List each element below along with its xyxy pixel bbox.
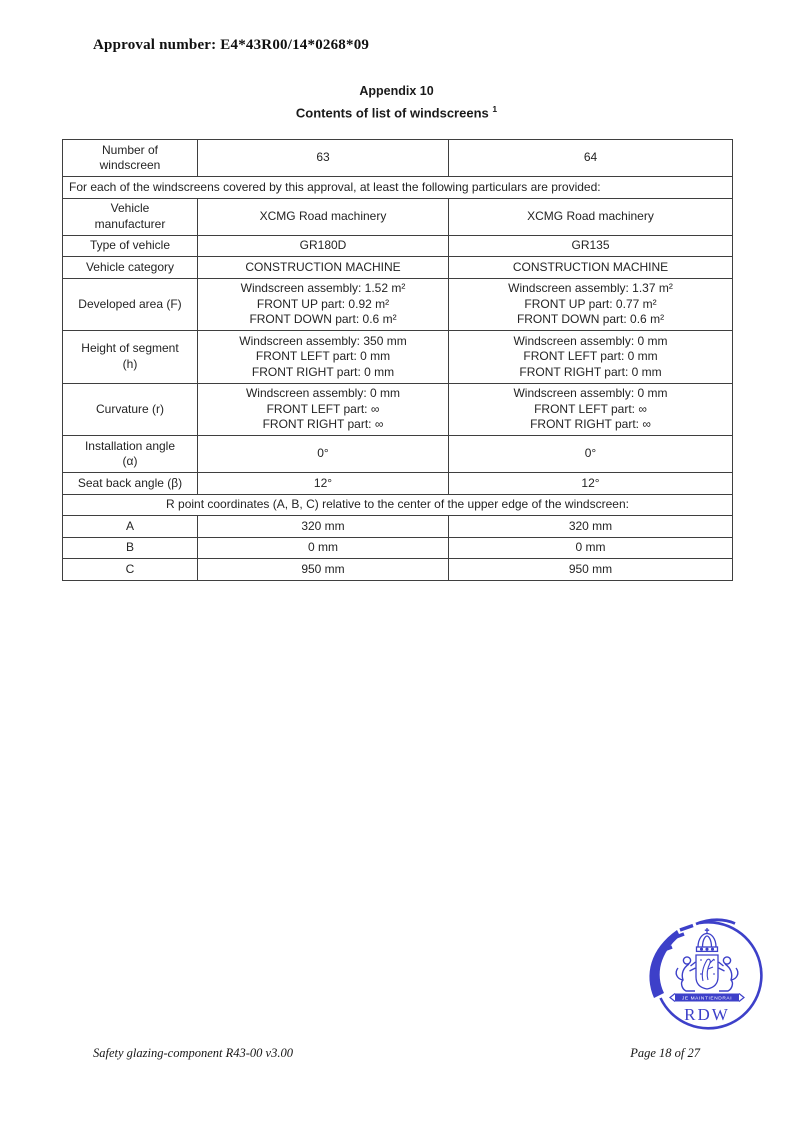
row-label: Type of vehicle (63, 235, 198, 257)
row-label: A (63, 516, 198, 538)
subtitle-footnote-ref: 1 (492, 104, 498, 114)
table-span-cell: For each of the windscreens covered by this approval, at least the following particulars are provided: (63, 177, 733, 199)
table-row (63, 177, 733, 199)
table-row (63, 198, 733, 235)
cell-windscreen-63: 0 mm (198, 537, 449, 559)
row-label: Vehicle manufacturer (63, 198, 198, 235)
approval-number: Approval number: E4*43R00/14*0268*09 (93, 37, 370, 53)
row-label: Number of windscreen (63, 140, 198, 177)
table-row (63, 494, 733, 516)
cell-windscreen-63: 63 (198, 140, 449, 177)
row-label: B (63, 537, 198, 559)
cell-windscreen-64: 64 (449, 140, 733, 177)
table-row (63, 383, 733, 436)
table-row (63, 235, 733, 257)
cell-windscreen-64: Windscreen assembly: 1.37 m² FRONT UP part: 0.77 m² FRONT DOWN part: 0.6 m² (449, 278, 733, 331)
stamp-organization: RDW (684, 1005, 730, 1024)
shield-icon (696, 955, 718, 989)
row-label: Developed area (F) (63, 278, 198, 331)
cell-windscreen-63: 950 mm (198, 559, 449, 581)
cell-windscreen-64: 0° (449, 436, 733, 473)
table-row (63, 331, 733, 384)
cell-windscreen-63: Windscreen assembly: 0 mm FRONT LEFT part: ∞ FRONT RIGHT part: ∞ (198, 383, 449, 436)
cell-windscreen-64: 12° (449, 473, 733, 495)
table-row (63, 537, 733, 559)
footer-page-number: Page 18 of 27 (630, 1046, 700, 1060)
cell-windscreen-64: 320 mm (449, 516, 733, 538)
windscreen-table (62, 139, 733, 581)
lion-left-icon (676, 957, 695, 991)
lion-right-icon (719, 957, 738, 991)
row-label: Vehicle category (63, 257, 198, 279)
cell-windscreen-64: Windscreen assembly: 0 mm FRONT LEFT part: ∞ FRONT RIGHT part: ∞ (449, 383, 733, 436)
cell-windscreen-63: Windscreen assembly: 1.52 m² FRONT UP part: 0.92 m² FRONT DOWN part: 0.6 m² (198, 278, 449, 331)
page-footer (93, 1046, 700, 1061)
stamp-motto: JE MAINTIENDRAI (681, 996, 733, 1002)
cell-windscreen-63: Windscreen assembly: 350 mm FRONT LEFT part: 0 mm FRONT RIGHT part: 0 mm (198, 331, 449, 384)
rdw-stamp-graphic (640, 917, 774, 1039)
table-row (63, 473, 733, 495)
motto-banner (670, 994, 744, 1002)
table-row (63, 140, 733, 177)
cell-windscreen-64: XCMG Road machinery (449, 198, 733, 235)
cell-windscreen-63: XCMG Road machinery (198, 198, 449, 235)
cell-windscreen-64: GR135 (449, 235, 733, 257)
table-span-cell: R point coordinates (A, B, C) relative to the center of the upper edge of the windscreen: (63, 494, 733, 516)
cell-windscreen-63: 320 mm (198, 516, 449, 538)
table-row (63, 257, 733, 279)
cell-windscreen-63: GR180D (198, 235, 449, 257)
row-label: Curvature (r) (63, 383, 198, 436)
crown-icon (697, 928, 718, 951)
document-subtitle (0, 104, 793, 120)
footer-document-id: Safety glazing-component R43-00 v3.00 (93, 1046, 293, 1060)
table-row (63, 559, 733, 581)
cell-windscreen-64: 0 mm (449, 537, 733, 559)
subtitle-text: Contents of list of windscreens (295, 105, 489, 121)
cell-windscreen-64: CONSTRUCTION MACHINE (449, 257, 733, 279)
appendix-title: Appendix 10 (359, 84, 434, 98)
table-row (63, 516, 733, 538)
stamp-swoosh (649, 930, 680, 998)
row-label: Installation angle (α) (63, 436, 198, 473)
row-label: Seat back angle (β) (63, 473, 198, 495)
table-row (63, 278, 733, 331)
cell-windscreen-63: CONSTRUCTION MACHINE (198, 257, 449, 279)
table-row (63, 436, 733, 473)
cell-windscreen-64: 950 mm (449, 559, 733, 581)
cell-windscreen-63: 0° (198, 436, 449, 473)
rdw-stamp (640, 917, 774, 1041)
cell-windscreen-63: 12° (198, 473, 449, 495)
row-label: C (63, 559, 198, 581)
windscreen-table-body (63, 140, 733, 581)
cell-windscreen-64: Windscreen assembly: 0 mm FRONT LEFT part: 0 mm FRONT RIGHT part: 0 mm (449, 331, 733, 384)
row-label: Height of segment (h) (63, 331, 198, 384)
